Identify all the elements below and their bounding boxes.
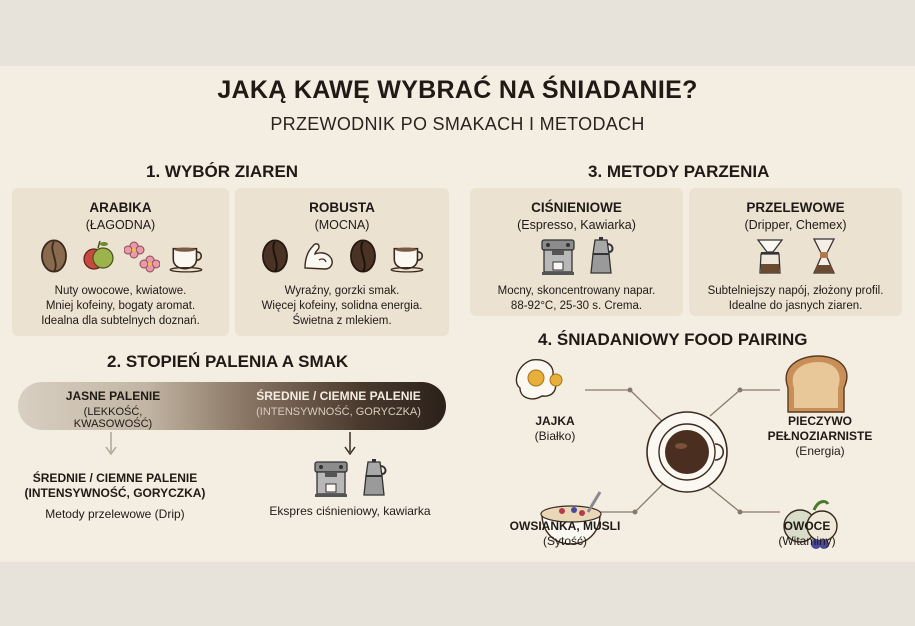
robusta-title: ROBUSTA — [309, 200, 375, 215]
robusta-icons — [235, 236, 449, 276]
robusta-line-3: Świetna z mlekiem. — [292, 315, 392, 327]
coffee-cup-icon — [168, 239, 206, 273]
poster — [0, 66, 915, 562]
pressure-line-1: Mocny, skoncentrowany napar. — [497, 285, 656, 297]
fruit-label — [762, 519, 852, 549]
light-roast-label — [48, 389, 178, 430]
fruit-icon — [80, 238, 116, 274]
roast-heading: 2. STOPIEŃ PALENIA A SMAK — [107, 352, 349, 371]
muscle-icon — [301, 238, 337, 274]
light-result-line-1: ŚREDNIE / CIEMNE PALENIE — [32, 471, 198, 485]
bread-title-2: PEŁNOZIARNISTE — [767, 429, 873, 443]
moka-pot-icon — [586, 236, 616, 276]
arabica-line-3: Idealna dla subtelnych doznań. — [41, 315, 200, 327]
methods-heading: 3. METODY PARZENIA — [588, 162, 770, 181]
pressure-line-2: 88-92°C, 25-30 s. Crema. — [510, 300, 643, 312]
eggs-label — [520, 414, 590, 444]
bread-label — [740, 414, 900, 459]
dark-result-method: Ekspres ciśnieniowy, kawiarka — [269, 504, 431, 518]
eggs-title: JAJKA — [535, 414, 575, 428]
pourover-line-2: Idealne do jasnych ziaren. — [728, 300, 863, 312]
arrow-down-dark-icon — [342, 432, 358, 458]
dark-roast-subtitle: (INTENSYWNOŚĆ, GORYCZKA) — [256, 406, 421, 418]
light-roast-result — [10, 471, 220, 521]
robusta-card — [235, 188, 449, 336]
center-coffee-cup-icon — [647, 412, 727, 492]
bread-icon — [786, 356, 847, 412]
egg-icon — [516, 360, 562, 399]
arabica-icons — [12, 236, 229, 276]
arabica-card — [12, 188, 229, 336]
pressure-subtitle: (Espresso, Kawiarka) — [517, 218, 636, 232]
pourover-subtitle: (Dripper, Chemex) — [744, 218, 847, 232]
pourover-icons — [689, 234, 902, 278]
dark-roast-label — [251, 389, 426, 418]
coffee-bean-icon — [345, 238, 381, 274]
oatmeal-label — [500, 519, 630, 549]
beans-heading: 1. WYBÓR ZIAREN — [146, 162, 299, 181]
espresso-machine-icon — [538, 236, 578, 276]
pressure-title: CIŚNIENIOWE — [531, 200, 622, 215]
light-roast-subtitle: (LEKKOŚĆ, KWASOWOŚĆ) — [73, 406, 153, 430]
arabica-line-2: Mniej kofeiny, bogaty aromat. — [45, 300, 196, 312]
roast-gradient-bar — [18, 382, 446, 430]
dark-roast-title: ŚREDNIE / CIEMNE PALENIE — [256, 389, 421, 403]
pourover-card — [689, 188, 902, 316]
bread-subtitle: (Energia) — [795, 444, 845, 458]
pairing-heading: 4. ŚNIADANIOWY FOOD PAIRING — [538, 330, 808, 349]
moka-pot-icon — [359, 458, 389, 498]
coffee-bean-icon — [257, 238, 293, 274]
fruit-subtitle: (Witaminy) — [778, 534, 836, 548]
page-subtitle: PRZEWODNIK PO SMAKACH I METODACH — [270, 114, 645, 134]
espresso-machine-icon — [311, 458, 351, 498]
coffee-cup-icon — [389, 239, 427, 273]
arabica-subtitle: (ŁAGODNA) — [85, 218, 156, 232]
fruit-title: OWOCE — [783, 519, 831, 533]
dripper-icon — [753, 236, 787, 276]
arrow-down-light-icon — [103, 432, 119, 458]
page-title: JAKĄ KAWĘ WYBRAĆ NA ŚNIADANIE? — [217, 76, 698, 104]
coffee-bean-icon — [36, 238, 72, 274]
robusta-line-2: Więcej kofeiny, solidna energia. — [261, 300, 423, 312]
arabica-title: ARABIKA — [89, 200, 152, 215]
pourover-line-1: Subtelniejszy napój, złożony profil. — [707, 285, 884, 297]
oatmeal-title: OWSIANKA, MUSLI — [509, 519, 621, 533]
pourover-title: PRZELEWOWE — [746, 200, 845, 215]
arabica-line-1: Nuty owocowe, kwiatowe. — [54, 285, 187, 297]
flower-icon — [124, 238, 160, 274]
bread-title-1: PIECZYWO — [787, 414, 852, 428]
light-roast-title: JASNE PALENIE — [65, 389, 161, 403]
chemex-icon — [809, 236, 839, 276]
pressure-icons — [470, 234, 683, 278]
light-result-line-2: (INTENSYWNOŚĆ, GORYCZKA) — [24, 486, 206, 500]
robusta-subtitle: (MOCNA) — [314, 218, 370, 232]
pressure-card — [470, 188, 683, 316]
oatmeal-subtitle: (Sytość) — [542, 534, 587, 548]
light-result-method: Metody przelewowe (Drip) — [45, 507, 185, 521]
dark-roast-result — [252, 458, 448, 518]
robusta-line-1: Wyraźny, gorzki smak. — [284, 285, 400, 297]
eggs-subtitle: (Białko) — [534, 429, 576, 443]
